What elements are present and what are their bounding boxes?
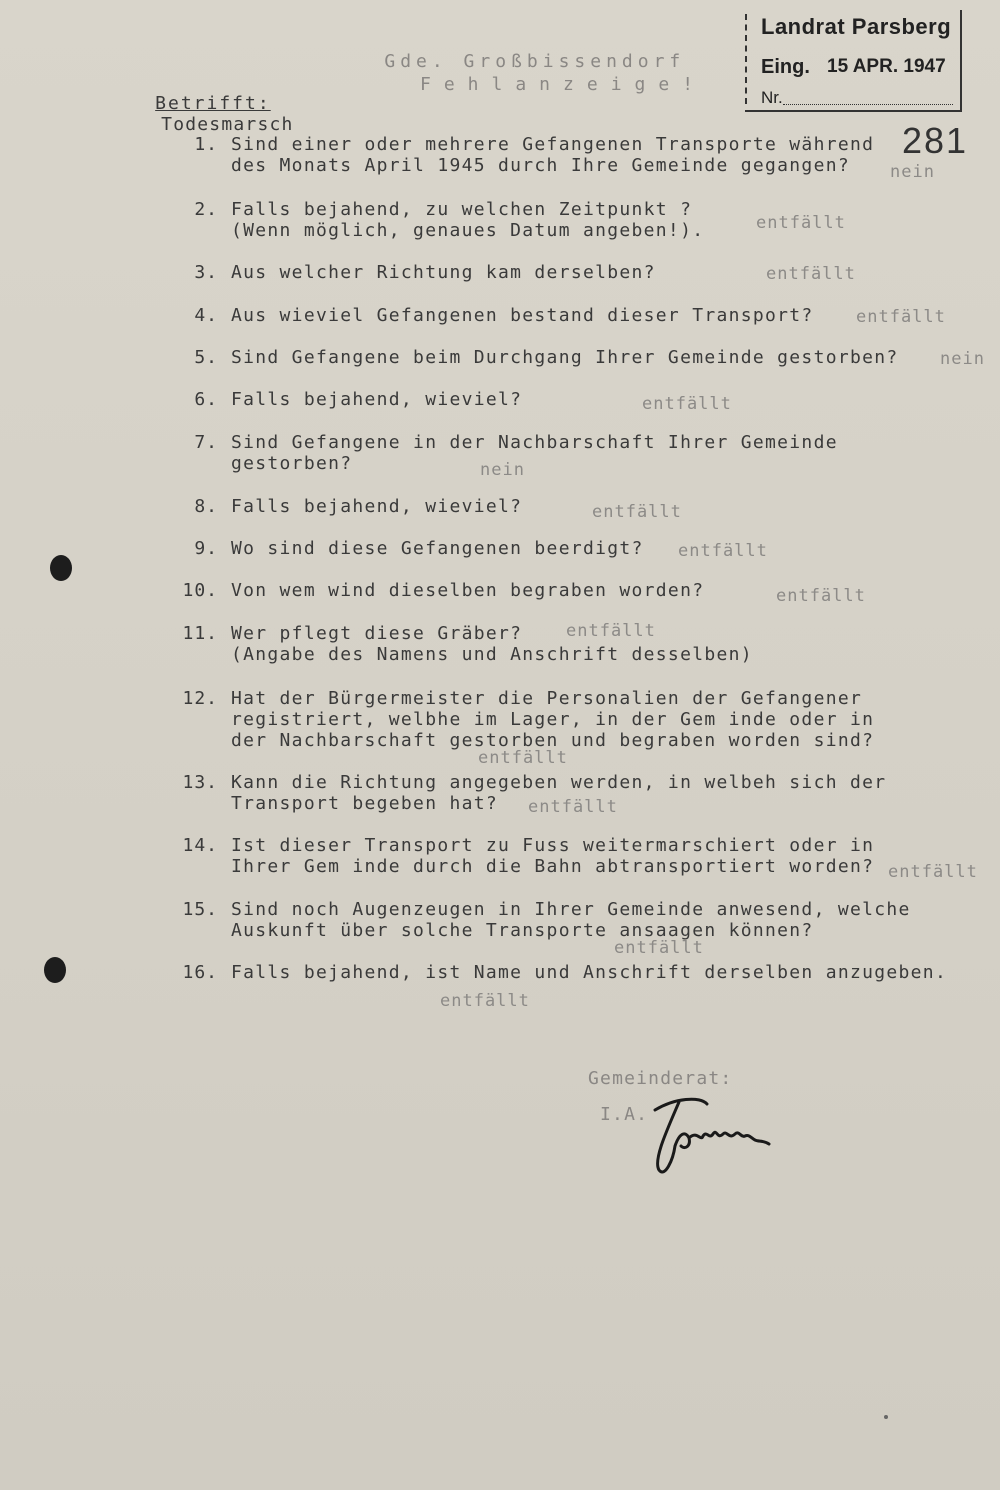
- question-text-line: Wo sind diese Gefangenen beerdigt?: [231, 538, 644, 559]
- question-answer: entfällt: [614, 938, 704, 958]
- question-text-line: Falls bejahend, wieviel?: [231, 496, 523, 517]
- council-label: Gemeinderat:: [588, 1068, 733, 1089]
- question-text-line: Auskunft über solche Transporte ansaagen können?: [231, 920, 814, 941]
- question-text-line: gestorben?: [231, 453, 353, 474]
- question-number: 1.: [194, 134, 218, 155]
- question-text-line: Wer pflegt diese Gräber?: [231, 623, 523, 644]
- question-text-line: Kann die Richtung angegeben werden, in welbeh sich der: [231, 772, 887, 793]
- question-text-line: Falls bejahend, wieviel?: [231, 389, 523, 410]
- stamp-received-date: 15 APR. 1947: [827, 56, 946, 77]
- stamp-number-line: [783, 104, 953, 105]
- question-answer: entfällt: [776, 586, 866, 606]
- subject-label: Betrifft:: [155, 93, 271, 114]
- stamp-dashed-border: [745, 14, 747, 104]
- question-answer: nein: [940, 349, 985, 369]
- question-number: 10.: [182, 580, 218, 601]
- question-number: 3.: [194, 262, 218, 283]
- municipality-name: Gde. Großbissendorf: [384, 51, 686, 72]
- question-number: 7.: [194, 432, 218, 453]
- stamp-office: Landrat Parsberg: [761, 14, 952, 39]
- handwritten-signature: [645, 1090, 785, 1180]
- question-text-line: Ihrer Gem inde durch die Bahn abtransportiert worden?: [231, 856, 875, 877]
- question-text-line: Ist dieser Transport zu Fuss weitermarschiert oder in: [231, 835, 875, 856]
- question-text-line: Hat der Bürgermeister die Personalien der Gefangener: [231, 688, 863, 709]
- question-text-line: Sind noch Augenzeugen in Ihrer Gemeinde anwesend, welche: [231, 899, 911, 920]
- question-number: 5.: [194, 347, 218, 368]
- question-answer: entfällt: [478, 748, 568, 768]
- question-answer: entfällt: [766, 264, 856, 284]
- receipt-stamp: [745, 10, 962, 112]
- question-answer: nein: [890, 162, 935, 182]
- question-text-line: registriert, welbhe im Lager, in der Gem inde oder in: [231, 709, 875, 730]
- question-answer: entfällt: [678, 541, 768, 561]
- question-text-line: der Nachbarschaft gestorben und begraben worden sind?: [231, 730, 875, 751]
- stamp-number-label: Nr.: [761, 88, 783, 107]
- question-text-line: Sind Gefangene in der Nachbarschaft Ihrer Gemeinde: [231, 432, 838, 453]
- punch-hole-bottom: [44, 957, 66, 983]
- question-text-line: Von wem wind dieselben begraben worden?: [231, 580, 705, 601]
- question-text-line: (Angabe des Namens und Anschrift desselben): [231, 644, 753, 665]
- question-answer: nein: [480, 460, 525, 480]
- question-answer: entfällt: [642, 394, 732, 414]
- negative-report-note: Fehlanzeige!: [420, 74, 707, 95]
- question-number: 15.: [182, 899, 218, 920]
- question-number: 13.: [182, 772, 218, 793]
- stamp-received-label: Eing.: [761, 56, 810, 78]
- question-answer: entfällt: [440, 991, 530, 1011]
- question-number: 12.: [182, 688, 218, 709]
- question-number: 14.: [182, 835, 218, 856]
- question-answer: entfällt: [566, 621, 656, 641]
- question-number: 4.: [194, 305, 218, 326]
- question-number: 9.: [194, 538, 218, 559]
- question-number: 11.: [182, 623, 218, 644]
- question-answer: entfällt: [528, 797, 618, 817]
- question-text-line: Aus wieviel Gefangenen bestand dieser Transport?: [231, 305, 814, 326]
- question-text-line: des Monats April 1945 durch Ihre Gemeinde gegangen?: [231, 155, 850, 176]
- question-answer: entfällt: [856, 307, 946, 327]
- question-text-line: (Wenn möglich, genaues Datum angeben!).: [231, 220, 705, 241]
- question-text-line: Falls bejahend, zu welchen Zeitpunkt ?: [231, 199, 693, 220]
- question-answer: entfällt: [888, 862, 978, 882]
- question-text-line: Falls bejahend, ist Name und Anschrift derselben anzugeben.: [231, 962, 948, 983]
- question-number: 2.: [194, 199, 218, 220]
- question-number: 16.: [182, 962, 218, 983]
- question-answer: entfällt: [756, 213, 846, 233]
- speck: [884, 1415, 888, 1419]
- question-number: 8.: [194, 496, 218, 517]
- question-text-line: Sind Gefangene beim Durchgang Ihrer Gemeinde gestorben?: [231, 347, 899, 368]
- on-behalf-label: I.A.: [600, 1104, 649, 1125]
- registration-number: 281: [902, 120, 969, 161]
- question-number: 6.: [194, 389, 218, 410]
- question-text-line: Transport begeben hat?: [231, 793, 499, 814]
- punch-hole-top: [50, 555, 72, 581]
- subject-text: Todesmarsch: [161, 114, 294, 135]
- question-answer: entfällt: [592, 502, 682, 522]
- question-text-line: Aus welcher Richtung kam derselben?: [231, 262, 656, 283]
- question-text-line: Sind einer oder mehrere Gefangenen Transporte während: [231, 134, 875, 155]
